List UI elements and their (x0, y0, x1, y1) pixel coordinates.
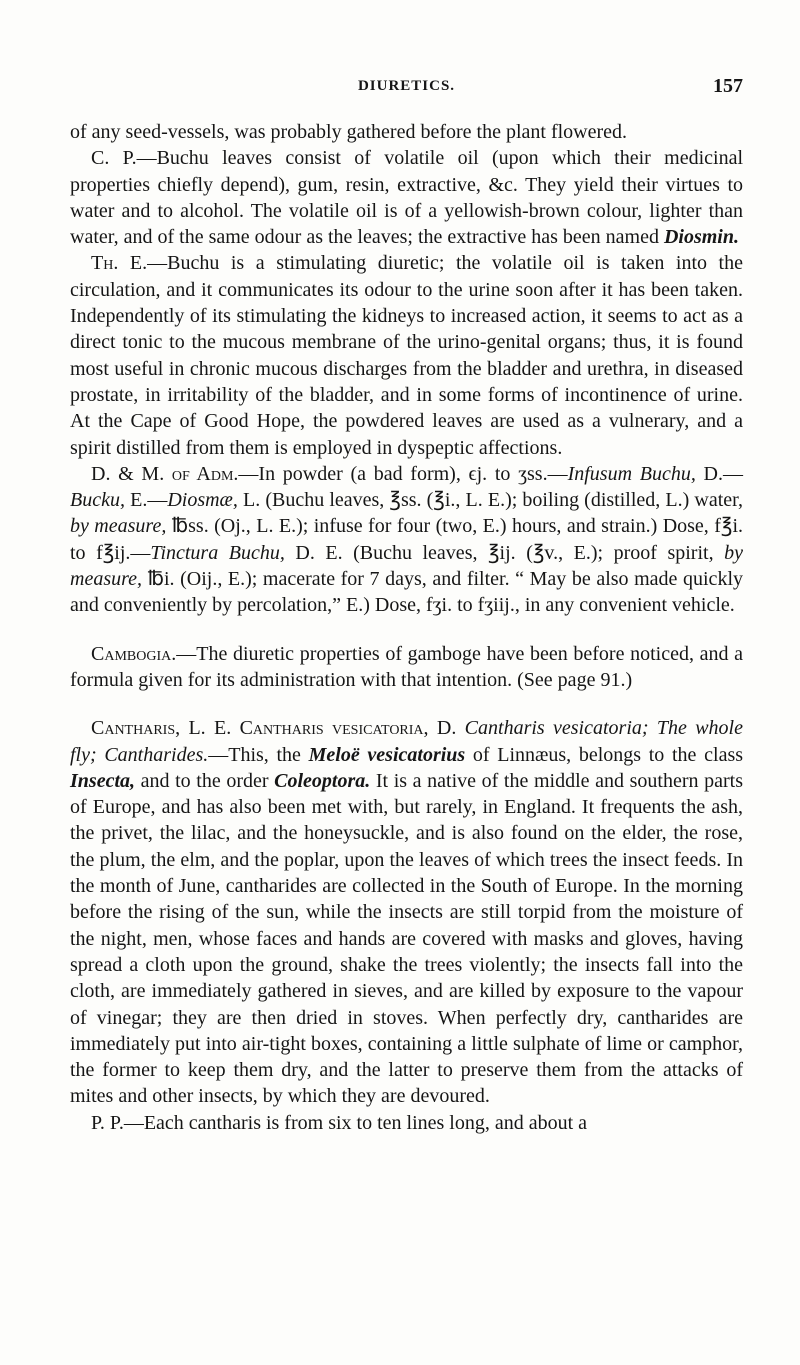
paragraph-text: ℔ss. (Oj., L. E.); infuse for four (two, E.) hours, and strain.) Dose, f℥i. to f℥ij.— (70, 515, 744, 564)
section-label-of-adm: of Adm (171, 462, 234, 485)
section-label-th-rest: . E. (113, 252, 148, 275)
paragraph-seed-vessels (70, 119, 743, 145)
emphasis-text: by measure, (70, 541, 743, 591)
body-text (70, 119, 743, 1136)
section-label-cantharis: Cantharis (91, 717, 176, 740)
taxon-order: Coleoptora. (274, 769, 371, 792)
paragraph-text: E.— (124, 489, 168, 512)
section-label-th: Th (91, 252, 114, 275)
paragraph-text: —This, the (208, 743, 309, 766)
paragraph-chemical-properties (70, 145, 743, 250)
paragraph-text: —Buchu leaves consist of volatile oil (upon which their medicinal properties chiefly depend), gum, resin, extractive, &c. They yield their virtues to water and to alcohol. The volatile oil is of a yellowish-brown colour, lighter than water, and of the same odour as the leaves; the extractive has been named (70, 147, 744, 249)
paragraph-text: D. E. (Buchu leaves, ℥ij. (℥v., E.); proof spirit, (284, 541, 725, 564)
preparation-name: Tinctura Buchu, (150, 541, 285, 564)
running-head: DIURETICS. (357, 78, 456, 94)
paragraph-text: .—The diuretic properties of gamboge have been before noticed, and a formula given for its administration with that intention. (See page 91.) (70, 642, 743, 691)
term-diosmin: Diosmin. (663, 226, 739, 249)
paragraph-text: of any seed-vessels, was probably gathered before the plant flowered. (70, 121, 628, 143)
taxon-name: Meloë vesicatorius (308, 743, 466, 766)
paragraph-cambogia (70, 641, 743, 694)
paragraph-text: L. (Buchu leaves, ℥ss. (℥i., L. E.); boiling (distilled, L.) water, (237, 489, 744, 512)
page-number: 157 (713, 75, 743, 97)
section-label-cantharis-vesicatoria: Cantharis vesicatoria (239, 717, 424, 740)
preparation-name: Infusum Buchu, (567, 462, 696, 485)
paragraph-text: —Buchu is a stimulating diuretic; the volatile oil is taken into the circulation, and it communicates its odour to the urine soon after it has been taken. Independently of its stimulating the kidneys to increased action, it seems to act as a direct tonic to the mucous membrane of the urino-genital organs; thus, it is found most useful in chronic mucous discharges from the bladder and urethra, in diseased prostate, in irritability of the bladder, and in some forms of incontinence of urine. At the Cape of Good Hope, the powdered leaves are used as a vulnerary, and a spirit distilled from them is employed in dyspeptic affections. (70, 252, 743, 459)
paragraph-text: ℔i. (Oij., E.); macerate for 7 days, and filter. “ May be also made quickly and conveniently by percolation,” E.) Dose, fʒi. to fʒiij., in any convenient vehicle. (70, 568, 743, 617)
paragraph-text: of Linnæus, belongs to the class (465, 743, 744, 766)
paragraph-text: D.— (695, 462, 743, 485)
page-header (70, 75, 743, 106)
paragraph-therapeutic-effects (70, 250, 743, 460)
preparation-name: Bucku, (70, 489, 125, 512)
paragraph-dose-administration (70, 461, 743, 619)
taxon-class: Insecta, (70, 769, 135, 792)
paragraph-text: .—In powder (a bad form), ϵj. to ʒss.— (233, 462, 568, 485)
synonyms-text: Cantharis vesicatoria; The whole fly; Cantharides. (70, 717, 743, 766)
emphasis-text: by measure, (70, 515, 167, 538)
paragraph-physical-properties (70, 1110, 743, 1136)
paragraph-text: It is a native of the middle and southern parts of Europe, and has also been met with, but rarely, in England. It frequents the ash, the privet, the lilac, and the honeysuckle, and is also found on the elder, the rose, the plum, the elm, and the poplar, upon the leaves of which trees the insect feeds. In the month of June, cantharides are collected in the South of Europe. In the morning before the rising of the sun, while the insects are still torpid from the moisture of the night, men, whose faces and hands are covered with masks and gloves, having spread a cloth upon the ground, shake the trees violently; the insects fall into the cloth, are immediately gathered in sieves, and are killed by exposure to the vapour of vinegar; they are then dried in stoves. When perfectly dry, cantharides are immediately put into air-tight boxes, containing a little sulphate of lime or camphor, the former to keep them dry, and the latter to preserve them from the attacks of mites and other insects, by which they are devoured. (70, 769, 743, 1108)
paragraph-text: , D. (423, 717, 465, 740)
paragraph-text: , L. E. (175, 717, 240, 740)
paragraph-cantharis (70, 715, 743, 1109)
section-label-cp: C. P. (91, 147, 137, 170)
section-label-dm: D. & M. (91, 462, 172, 485)
section-label-pp: P. P. (91, 1111, 124, 1134)
paragraph-text: and to the order (135, 769, 275, 792)
section-label-cambogia: Cambogia (91, 642, 172, 665)
preparation-name: Diosmæ, (167, 489, 238, 512)
paragraph-text: —Each cantharis is from six to ten lines long, and about a (123, 1111, 588, 1134)
